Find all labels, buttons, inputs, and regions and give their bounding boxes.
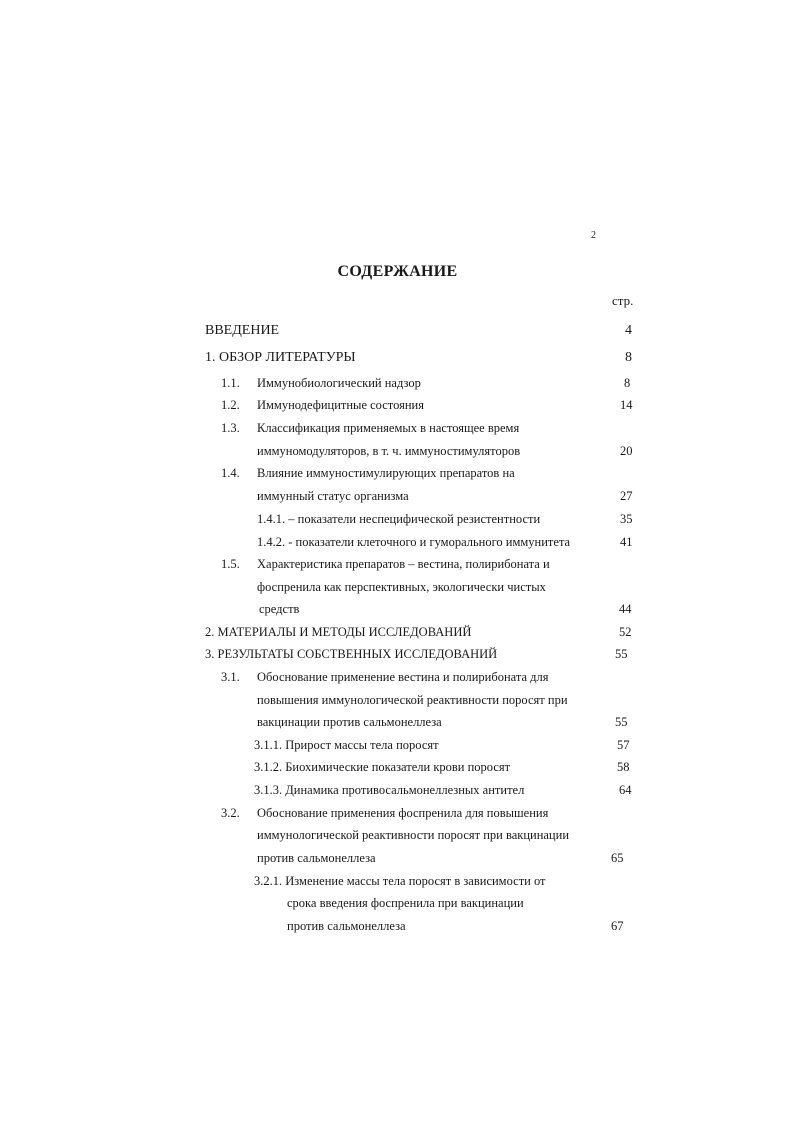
toc-entry bbox=[0, 489, 795, 509]
toc-entry-number: 3.2. bbox=[221, 806, 240, 820]
toc-entry-text: против сальмонеллеза bbox=[257, 851, 376, 865]
toc-entry-text: иммунологической реактивности поросят при вакцинации bbox=[257, 828, 570, 842]
toc-entry-page: 4 bbox=[625, 323, 632, 338]
toc-entry-page: 8 bbox=[624, 376, 631, 390]
toc-entry-number: 1.3. bbox=[221, 421, 240, 435]
toc-entry-text: 1.4.1. – показатели неспецифической резистентности bbox=[257, 512, 541, 526]
toc-entry-text: Обоснование применение вестина и полирибоната для bbox=[257, 670, 549, 684]
toc-entry-page: 57 bbox=[617, 738, 630, 752]
toc-entry bbox=[0, 896, 795, 916]
toc-entry bbox=[0, 670, 795, 690]
toc-entry-text: Обоснование применения фоспренила для повышения bbox=[257, 806, 549, 820]
toc-entry-text: вакцинации против сальмонеллеза bbox=[257, 715, 442, 729]
toc-entry-page: 27 bbox=[620, 489, 633, 503]
toc-entry-page: 55 bbox=[615, 647, 628, 661]
toc-entry-text: Влияние иммуностимулирующих препаратов на bbox=[257, 466, 515, 480]
toc-entry-chapter-3 bbox=[0, 647, 795, 667]
toc-entry bbox=[0, 580, 795, 600]
toc-entry bbox=[0, 874, 795, 894]
toc-entry-text: Характеристика препаратов – вестина, полирибоната и bbox=[257, 557, 550, 571]
toc-entry bbox=[0, 783, 795, 803]
toc-entry-page: 55 bbox=[615, 715, 628, 729]
toc-entry-page: 64 bbox=[619, 783, 632, 797]
toc-entry bbox=[0, 806, 795, 826]
toc-entry bbox=[0, 602, 795, 622]
toc-entry-number: 1.2. bbox=[221, 398, 240, 412]
toc-entry-page: 67 bbox=[611, 919, 624, 933]
toc-entry-number: 1.5. bbox=[221, 557, 240, 571]
toc-entry bbox=[0, 557, 795, 577]
toc-entry-introduction bbox=[0, 323, 795, 343]
toc-entry-text: фоспренила как перспективных, экологически чистых bbox=[257, 580, 546, 594]
toc-entry-page: 14 bbox=[620, 398, 633, 412]
toc-entry-text: Иммунодефицитные состояния bbox=[257, 398, 424, 412]
page-title: СОДЕРЖАНИЕ bbox=[337, 263, 458, 280]
pages-column-label: стр. bbox=[612, 293, 634, 308]
toc-entry-number: 1.1. bbox=[221, 376, 240, 390]
toc-entry bbox=[0, 535, 795, 555]
toc-entry-page: 35 bbox=[620, 512, 633, 526]
page-number: 2 bbox=[591, 230, 596, 241]
toc-entry-page: 52 bbox=[619, 625, 632, 639]
toc-entry bbox=[0, 828, 795, 848]
toc-entry-text: Иммунобиологический надзор bbox=[257, 376, 421, 390]
toc-entry-text: иммунный статус организма bbox=[257, 489, 409, 503]
toc-entry-number: 1.4. bbox=[221, 466, 240, 480]
toc-entry bbox=[0, 919, 795, 939]
toc-entry-text: средств bbox=[259, 602, 300, 616]
toc-entry bbox=[0, 760, 795, 780]
toc-entry-text: 2. МАТЕРИАЛЫ И МЕТОДЫ ИССЛЕДОВАНИЙ bbox=[205, 625, 472, 639]
toc-entry-page: 8 bbox=[625, 350, 632, 365]
toc-entry-page: 44 bbox=[619, 602, 632, 616]
toc-entry-number: 3.1. bbox=[221, 670, 240, 684]
toc-entry-chapter-1 bbox=[0, 350, 795, 370]
toc-entry-text: срока введения фоспренила при вакцинации bbox=[287, 896, 524, 910]
toc-entry-text: ВВЕДЕНИЕ bbox=[205, 323, 280, 338]
toc-entry bbox=[0, 512, 795, 532]
toc-entry-page: 58 bbox=[617, 760, 630, 774]
toc-entry-page: 65 bbox=[611, 851, 624, 865]
toc-entry-text: иммуномодуляторов, в т. ч. иммуностимуляторов bbox=[257, 444, 521, 458]
toc-entry-text: 3.1.3. Динамика противосальмонеллезных антител bbox=[254, 783, 525, 797]
toc-entry bbox=[0, 398, 795, 418]
toc-entry-text: повышения иммунологической реактивности поросят при bbox=[257, 693, 568, 707]
toc-entry-page: 41 bbox=[620, 535, 633, 549]
toc-entry-text: 3.1.2. Биохимические показатели крови поросят bbox=[254, 760, 511, 774]
toc-entry-text: 1. ОБЗОР ЛИТЕРАТУРЫ bbox=[205, 350, 356, 365]
toc-entry bbox=[0, 738, 795, 758]
toc-entry-text: 1.4.2. - показатели клеточного и гуморального иммунитета bbox=[257, 535, 571, 549]
toc-entry bbox=[0, 376, 795, 396]
toc-entry bbox=[0, 421, 795, 441]
toc-entry-text: Классификация применяемых в настоящее время bbox=[257, 421, 520, 435]
toc-entry bbox=[0, 466, 795, 486]
toc-entry-text: 3. РЕЗУЛЬТАТЫ СОБСТВЕННЫХ ИССЛЕДОВАНИЙ bbox=[205, 647, 498, 661]
toc-entry-text: против сальмонеллеза bbox=[287, 919, 406, 933]
toc-entry-chapter-2 bbox=[0, 625, 795, 645]
toc-entry-page: 20 bbox=[620, 444, 633, 458]
toc-entry bbox=[0, 851, 795, 871]
toc-entry-text: 3.1.1. Прирост массы тела поросят bbox=[254, 738, 439, 752]
toc-entry bbox=[0, 444, 795, 464]
toc-entry bbox=[0, 693, 795, 713]
toc-entry bbox=[0, 715, 795, 735]
toc-entry-text: 3.2.1. Изменение массы тела поросят в зависимости от bbox=[254, 874, 546, 888]
